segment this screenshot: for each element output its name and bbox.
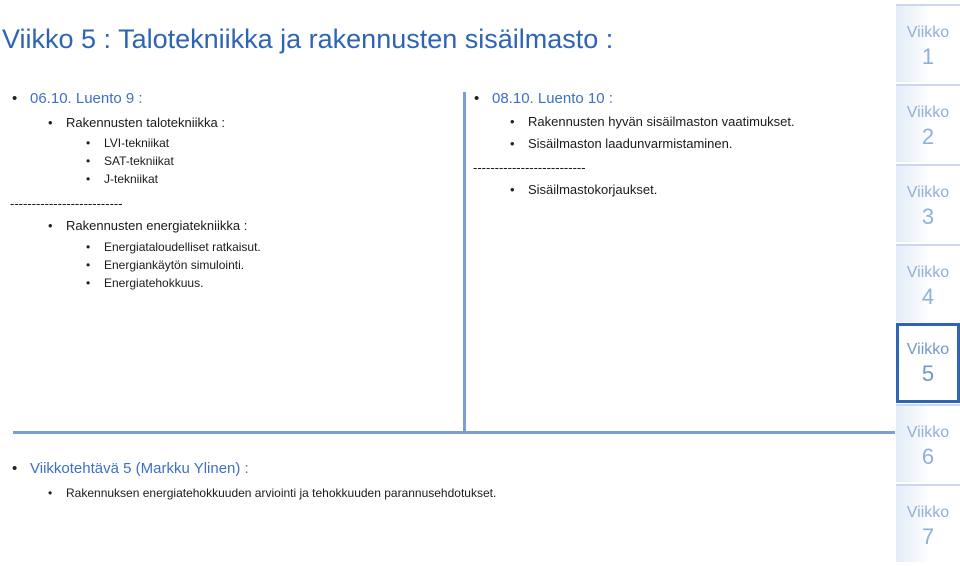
divider-dashes: -------------------------- xyxy=(473,160,586,175)
horizontal-divider xyxy=(13,431,895,434)
list-item: • LVI-tekniikat xyxy=(104,136,169,150)
list-item: • J-tekniikat xyxy=(104,172,158,186)
list-item: • Rakennusten hyvän sisäilmaston vaatimukset. xyxy=(528,114,795,129)
list-item: • SAT-tekniikat xyxy=(104,154,174,168)
weekly-assignment-heading: • Viikkotehtävä 5 (Markku Ylinen) : xyxy=(30,460,249,477)
week-number: 3 xyxy=(921,204,935,229)
weekly-assignment-item: • Rakennuksen energiatehokkuuden arviointi ja tehokkuuden parannusehdotukset. xyxy=(66,486,496,500)
week-label: Viikko xyxy=(906,504,950,521)
list-item: • Energiataloudelliset ratkaisut. xyxy=(104,240,261,254)
vertical-divider xyxy=(463,92,466,431)
week-number: 6 xyxy=(921,444,935,469)
week-label: Viikko xyxy=(906,24,950,41)
week-7-button[interactable] xyxy=(896,484,960,562)
section-talotekniikka: • Rakennusten talotekniikka : xyxy=(66,115,225,130)
section-energiatekniikka: • Rakennusten energiatekniikka : xyxy=(66,218,247,233)
week-1-button[interactable] xyxy=(896,4,960,82)
week-4-button[interactable] xyxy=(896,244,960,322)
lecture-9-heading: • 06.10. Luento 9 : xyxy=(30,90,143,107)
week-label: Viikko xyxy=(906,184,950,201)
week-number: 2 xyxy=(921,124,935,149)
week-number: 1 xyxy=(921,44,935,69)
week-label: Viikko xyxy=(906,341,950,358)
week-label: Viikko xyxy=(906,424,950,441)
page-title: Viikko 5 : Talotekniikka ja rakennusten sisäilmasto : xyxy=(2,24,614,54)
list-item: • Energiatehokkuus. xyxy=(104,276,203,290)
week-number: 5 xyxy=(921,361,935,386)
week-label: Viikko xyxy=(906,104,950,121)
list-item: • Sisäilmastokorjaukset. xyxy=(528,182,657,197)
list-item: • Sisäilmaston laadunvarmistaminen. xyxy=(528,136,732,151)
week-number: 7 xyxy=(921,524,935,549)
week-6-button[interactable] xyxy=(896,404,960,482)
list-item: • Energiankäytön simulointi. xyxy=(104,258,244,272)
week-number: 4 xyxy=(921,284,935,309)
week-5-button[interactable] xyxy=(896,323,960,403)
week-label: Viikko xyxy=(906,264,950,281)
week-2-button[interactable] xyxy=(896,84,960,162)
divider-dashes: -------------------------- xyxy=(10,196,123,211)
lecture-10-heading: • 08.10. Luento 10 : xyxy=(492,90,613,107)
week-3-button[interactable] xyxy=(896,164,960,242)
